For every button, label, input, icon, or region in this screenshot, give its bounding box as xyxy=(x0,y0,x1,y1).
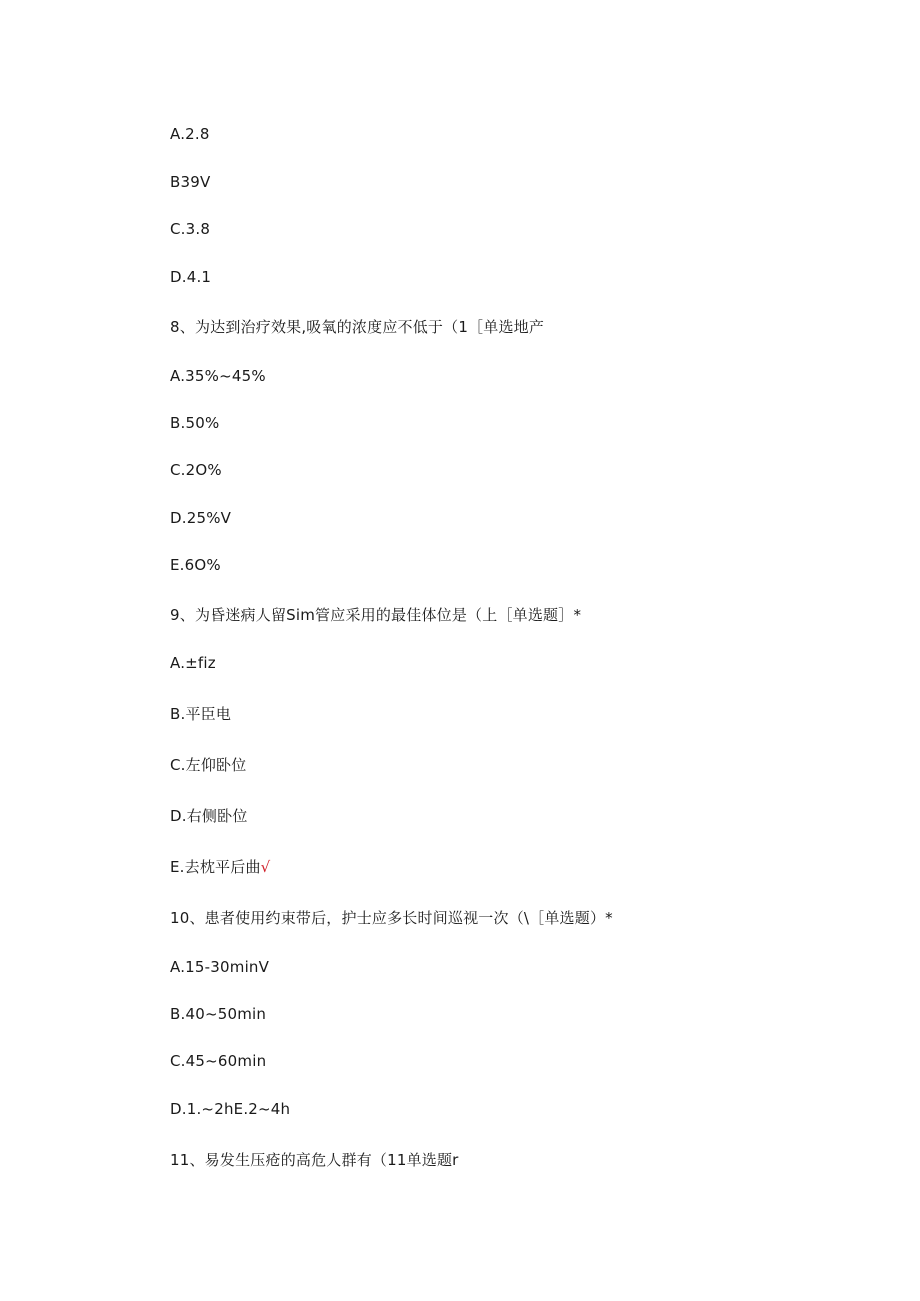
option-q8-d: D.25%V xyxy=(170,509,232,527)
question-11: 11、易发生压疮的高危人群有（11单选题r xyxy=(170,1151,459,1169)
option-q7-a: A.2.8 xyxy=(170,125,210,143)
option-q10-d-e: D.1.~2hE.2~4h xyxy=(170,1100,291,1118)
option-q7-d: D.4.1 xyxy=(170,268,212,286)
correct-check-mark: √ xyxy=(260,858,271,876)
question-9: 9、为昏迷病人留Sim管应采用的最佳体位是（上［单选题］* xyxy=(170,606,582,624)
option-q9-b: B.平臣电 xyxy=(170,705,232,723)
option-q8-a: A.35%~45% xyxy=(170,367,266,385)
option-q8-c: C.2O% xyxy=(170,461,222,479)
option-q9-c: C.左仰卧位 xyxy=(170,756,247,774)
option-q8-b: B.50% xyxy=(170,414,220,432)
question-8: 8、为达到治疗效果,吸氧的浓度应不低于（1［单选地产 xyxy=(170,318,545,336)
option-q7-c: C.3.8 xyxy=(170,220,211,238)
option-q8-e: E.6O% xyxy=(170,556,221,574)
option-q9-e-text: E.去枕平后曲 xyxy=(170,858,261,876)
option-q10-b: B.40~50min xyxy=(170,1005,267,1023)
option-q10-c: C.45~60min xyxy=(170,1052,267,1070)
option-q9-d: D.右侧卧位 xyxy=(170,807,248,825)
option-q10-a: A.15-30minV xyxy=(170,958,270,976)
option-q9-a: A.±fiz xyxy=(170,654,216,672)
option-q7-b: B39V xyxy=(170,173,211,191)
question-10: 10、患者使用约束带后，护士应多长时间巡视一次（\［单选题）* xyxy=(170,909,613,927)
option-q9-e xyxy=(170,857,270,877)
